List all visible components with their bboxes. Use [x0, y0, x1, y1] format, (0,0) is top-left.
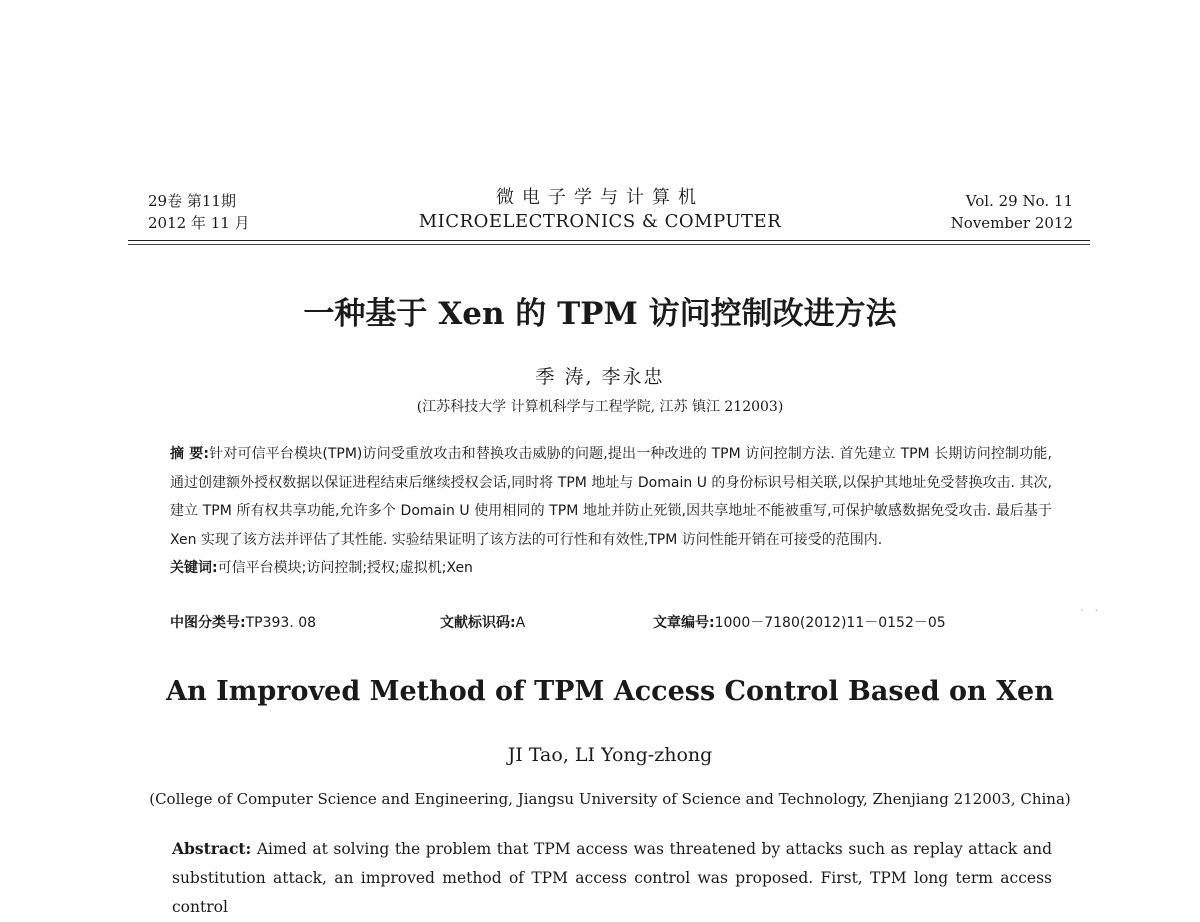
affiliation-en: (College of Computer Science and Engineering, Jiangsu University of Science and Technology, Zhenjiang 212003, China) [149, 790, 1071, 808]
document-code [440, 612, 525, 632]
article-no-value: 1000－7180(2012)11－0152－05 [714, 615, 946, 631]
date-cn: 2012 年 11 月 [148, 214, 250, 232]
abstract-en [172, 834, 1052, 922]
authors-en: JI Tao, LI Yong-zhong [507, 744, 713, 766]
header-right [951, 190, 1073, 234]
journal-name-cn: 微电子学与计算机 [496, 187, 704, 208]
classification-value: TP393. 08 [245, 615, 317, 631]
journal-name-en: MICROELECTRONICS & COMPUTER [418, 211, 782, 232]
margin-mark: . . [1080, 603, 1102, 614]
volume-en: Vol. 29 No. 11 [965, 192, 1073, 210]
affiliation-cn: (江苏科技大学 计算机科学与工程学院, 江苏 镇江 212003) [416, 399, 784, 415]
abstract-en-text: Aimed at solving the problem that TPM access was threatened by attacks such as replay attack and substitution attack, an improved method of TPM access control was proposed. First, TPM long term access control [172, 840, 1052, 916]
authors-cn: 季 涛, 李永忠 [535, 366, 665, 388]
classification-number [170, 612, 316, 632]
article-number [653, 612, 946, 632]
header-rule-top [128, 240, 1090, 241]
keywords-cn-label: 关键词: [170, 560, 218, 576]
paper-title-en: An Improved Method of TPM Access Control Based on Xen [166, 676, 1054, 707]
keywords-cn-text: 可信平台模块;访问控制;授权;虚拟机;Xen [217, 560, 473, 576]
doc-code-label: 文献标识码: [440, 615, 516, 631]
paper-title-cn: 一种基于 Xen 的 TPM 访问控制改进方法 [303, 296, 897, 332]
volume-issue: 29卷 第11期 [148, 192, 236, 210]
abstract-cn-text: 针对可信平台模块(TPM)访问受重放攻击和替换攻击威胁的问题,提出一种改进的 TPM 访问控制方法. 首先建立 TPM 长期访问控制功能,通过创建额外授权数据以保证进程结束后继续授权会话,同时将 TPM 地址与 Domain U 的身份标识号相关联,以保护其地址免受替换攻击. 其次,建立 TPM 所有权共享功能,允许多个 Domain U 使用相同的 TPM 地址并防止死锁,因共享地址不能被重写,可保护敏感数据免受攻击. 最后基于 Xen 实现了该方法并评估了其性能. 实验结果证明了该方法的可行性和有效性,TPM 访问性能开销在可接受的范围内. [170, 446, 1052, 548]
abstract-cn [170, 440, 1052, 583]
article-no-label: 文章编号: [653, 615, 715, 631]
date-en: November 2012 [950, 214, 1073, 232]
header-rule-bottom [128, 244, 1090, 245]
classification-label: 中图分类号: [170, 615, 246, 631]
abstract-cn-label: 摘 要: [170, 446, 209, 462]
doc-code-value: A [515, 615, 526, 631]
abstract-en-label: Abstract: [172, 839, 252, 858]
